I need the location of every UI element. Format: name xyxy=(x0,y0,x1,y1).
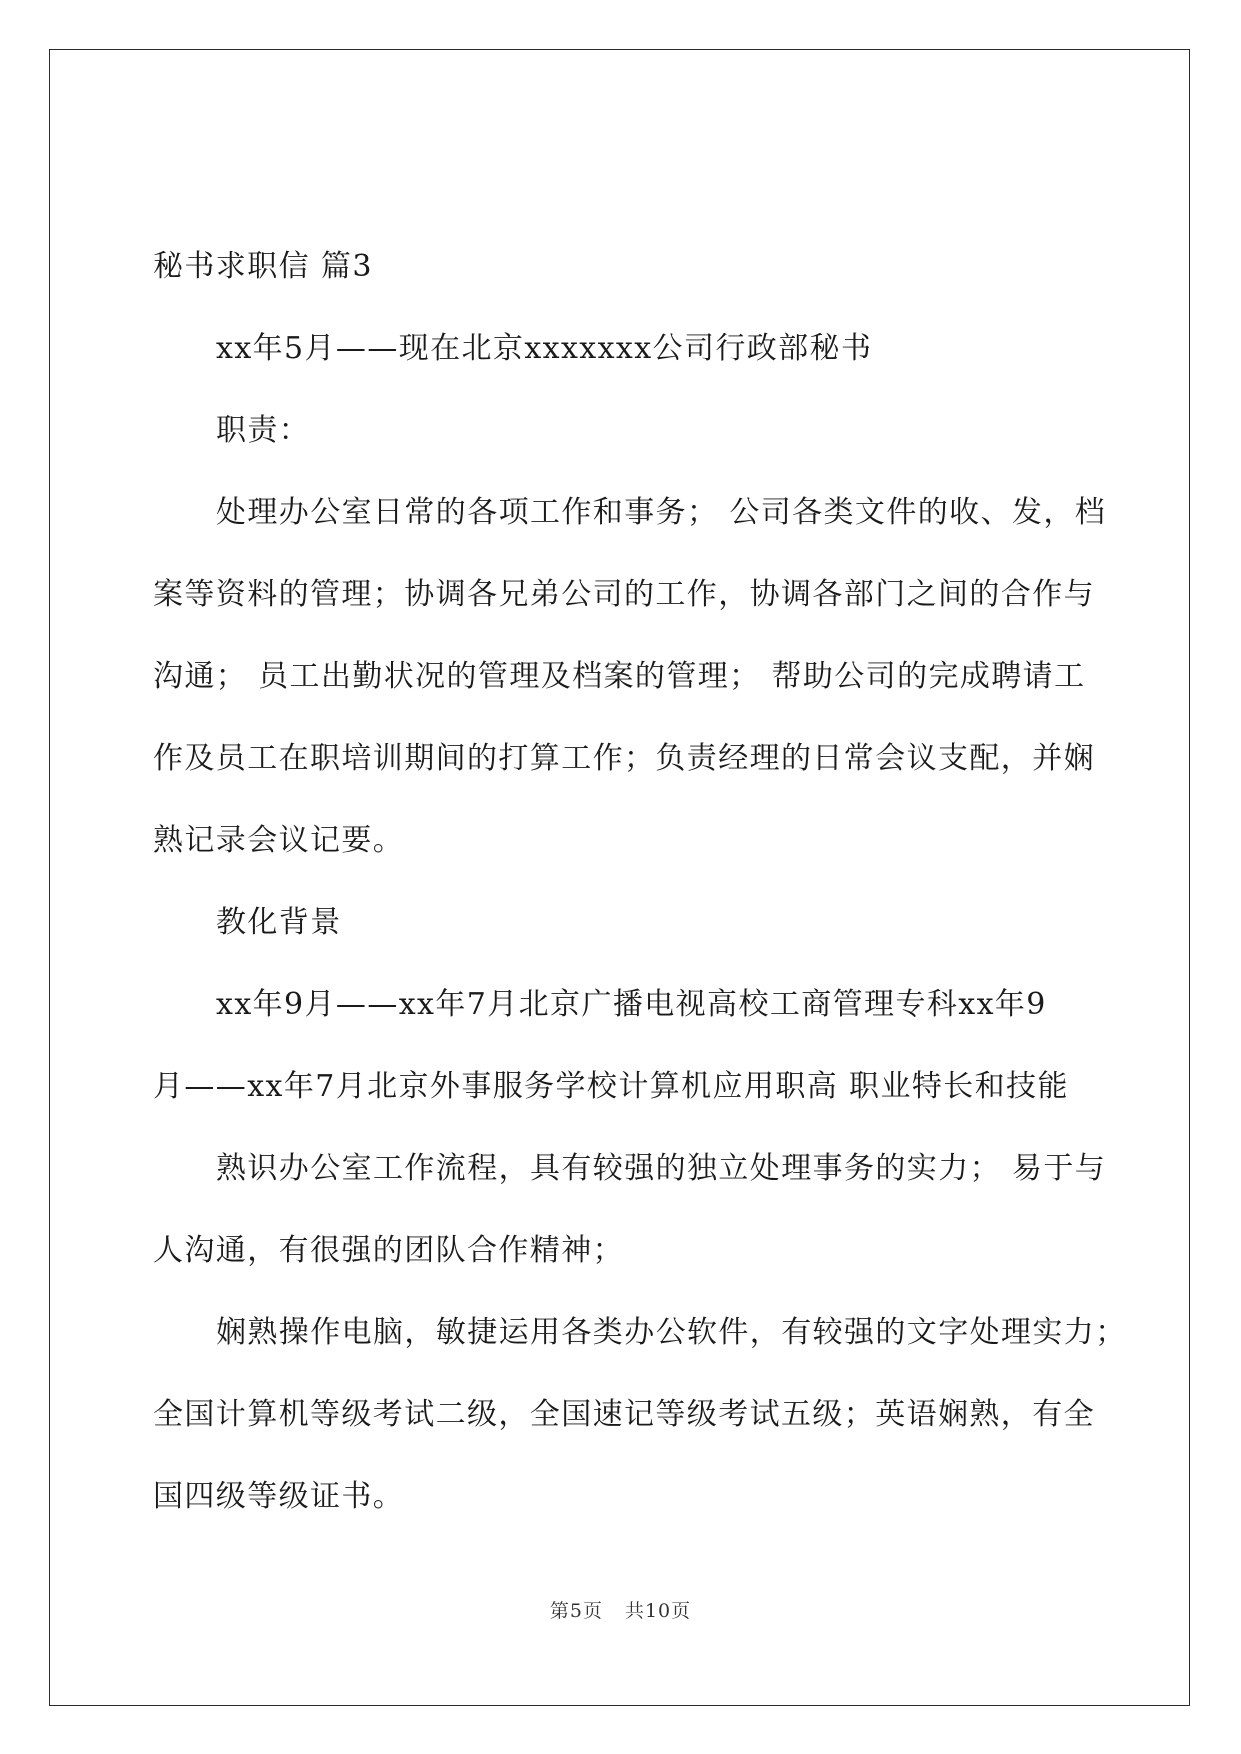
paragraph-line: 娴熟操作电脑，敏捷运用各类办公软件，有较强的文字处理实力； xyxy=(216,1315,1127,1350)
paragraph-line: 熟记录会议记要。 xyxy=(153,823,405,858)
paragraph-line-employment: xx年5月——现在北京xxxxxxx公司行政部秘书 xyxy=(216,331,873,366)
page-number-total: 共10页 xyxy=(624,1600,692,1622)
paragraph-line: 全国计算机等级考试二级，全国速记等级考试五级；英语娴熟，有全 xyxy=(153,1397,1095,1432)
paragraph-line: xx年9月——xx年7月北京广播电视高校工商管理专科xx年9 xyxy=(216,987,1047,1022)
paragraph-line: 作及员工在职培训期间的打算工作；负责经理的日常会议支配，并娴 xyxy=(153,741,1095,776)
paragraph-line: 国四级等级证书。 xyxy=(153,1479,405,1514)
paragraph-line-duties-label: 职责： xyxy=(216,413,311,448)
paragraph-line: 熟识办公室工作流程，具有较强的独立处理事务的实力； 易于与 xyxy=(216,1151,1107,1186)
page-footer xyxy=(0,1596,1241,1623)
paragraph-line: 沟通； 员工出勤状况的管理及档案的管理； 帮助公司的完成聘请工 xyxy=(153,659,1086,694)
paragraph-line: 人沟通，有很强的团队合作精神； xyxy=(153,1233,624,1268)
page-number-current: 第5页 xyxy=(549,1600,603,1622)
paragraph-line-education-label: 教化背景 xyxy=(216,905,342,940)
document-body xyxy=(153,226,1127,1538)
document-heading: 秘书求职信 篇3 xyxy=(153,249,373,284)
paragraph-line: 处理办公室日常的各项工作和事务； 公司各类文件的收、发，档 xyxy=(216,495,1107,530)
paragraph-line: 月——xx年7月北京外事服务学校计算机应用职高 职业特长和技能 xyxy=(153,1069,1069,1104)
paragraph-line: 案等资料的管理；协调各兄弟公司的工作，协调各部门之间的合作与 xyxy=(153,577,1095,612)
